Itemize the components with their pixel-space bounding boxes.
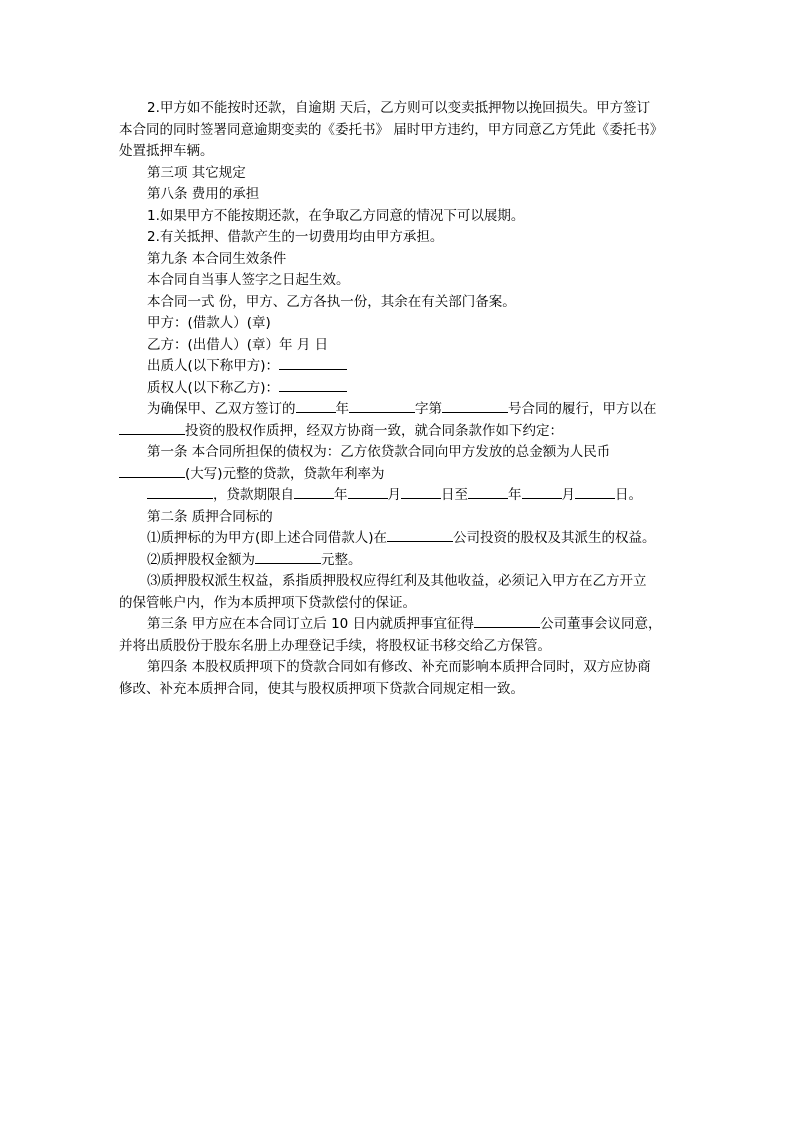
article-heading: 第八条 费用的承担: [147, 186, 260, 202]
article-4-line-1: 第四条 本股权质押项下的贷款合同如有修改、补充而影响本质押合同时，双方应协商: [147, 659, 651, 675]
paragraph-line: 本合同自当事人签字之日起生效。: [147, 272, 350, 288]
article-1-line-3: [119, 485, 679, 507]
text: 元整。: [321, 551, 362, 568]
party-b-signature-line: 乙方：(出借人）(章）年 月 日: [147, 336, 329, 353]
text: (大写)元整的贷款，贷款年利率为: [185, 465, 385, 482]
party-a-signature-line: 甲方：(借款人）(章): [147, 315, 271, 331]
text: 年: [334, 487, 348, 503]
article-2-item-3-line-2: 的保管帐户内，作为本质押项下贷款偿付的保证。: [119, 594, 416, 611]
text: 第三条 甲方应在本合同订立后 10 日内就质押事宜征得: [147, 616, 475, 632]
confirm-line-1: [119, 399, 679, 421]
contract-word-blank[interactable]: [349, 400, 415, 413]
text: 投资的股权作质押，经双方协商一致，就合同条款作如下约定：: [185, 422, 563, 439]
board-company-blank[interactable]: [474, 615, 540, 628]
text: ⑴质押标的为甲方(即上述合同借款人)在: [147, 530, 388, 546]
text: ，贷款期限自: [213, 487, 294, 503]
article-3-line-2: 并将出质股份于股东名册上办理登记手续，将股权证书移交给乙方保管。: [119, 637, 551, 654]
article-heading: 第九条 本合同生效条件: [147, 250, 287, 267]
text: 月: [561, 487, 575, 503]
text: 年: [508, 487, 522, 503]
text: 年: [335, 401, 349, 417]
text: 字第: [415, 401, 442, 417]
start-month-blank[interactable]: [348, 486, 388, 499]
article-2-item-3-line-1: ⑶质押股权派生权益，系指质押股权应得红利及其他收益，必须记入甲方在乙方开立: [147, 573, 647, 589]
pledgee-label: 质权人(以下称乙方)：: [147, 379, 280, 396]
contract-date-blank[interactable]: [296, 400, 336, 413]
contract-number-blank[interactable]: [442, 400, 508, 413]
pledgee-blank[interactable]: [279, 379, 347, 392]
start-year-blank[interactable]: [294, 486, 334, 499]
text: ⑵质押股权金额为: [147, 551, 255, 568]
text: 月: [387, 487, 401, 503]
pledgor-blank[interactable]: [279, 357, 347, 370]
paragraph-line: 本合同的同时签署同意逾期变卖的《委托书》 届时甲方违约，甲方同意乙方凭此《委托书》: [119, 121, 664, 138]
paragraph-line: 处置抵押车辆。: [119, 143, 214, 159]
text: 公司董事会议同意，: [540, 616, 662, 632]
paragraph-line: 1.如果甲方不能按期还款，在争取乙方同意的情况下可以展期。: [147, 207, 525, 224]
pledge-company-blank[interactable]: [387, 529, 453, 542]
pledgor-label: 出质人(以下称甲方)：: [147, 358, 280, 374]
end-month-blank[interactable]: [522, 486, 562, 499]
text: 号合同的履行，甲方以在: [508, 401, 657, 417]
article-3-line-1: [119, 614, 679, 636]
document-body: [119, 98, 679, 700]
paragraph-line: 2.有关抵押、借款产生的一切费用均由甲方承担。: [147, 229, 444, 245]
end-day-blank[interactable]: [575, 486, 615, 499]
paragraph-line: 2.甲方如不能按时还款，自逾期 天后，乙方则可以变卖抵押物以挽回损失。甲方签订: [147, 100, 651, 116]
pledgee-line: [119, 378, 679, 400]
interest-rate-blank[interactable]: [147, 486, 213, 499]
article-2-item-2: [119, 550, 679, 572]
article-2-heading: 第二条 质押合同标的: [147, 508, 273, 525]
article-1-line-1: 第一条 本合同所担保的债权为：乙方依贷款合同向甲方发放的总金额为人民币: [147, 444, 611, 460]
text: 为确保甲、乙双方签订的: [147, 401, 296, 417]
start-day-blank[interactable]: [401, 486, 441, 499]
paragraph-line: 本合同一式 份，甲方、乙方各执一份，其余在有关部门备案。: [147, 293, 516, 310]
text: 公司投资的股权及其派生的权益。: [453, 530, 656, 546]
text: 日。: [615, 487, 642, 503]
invested-company-blank[interactable]: [119, 422, 185, 435]
article-4-line-2: 修改、补充本质押合同，使其与股权质押项下贷款合同规定相一致。: [119, 680, 524, 697]
article-1-line-2: [119, 464, 679, 486]
pledge-amount-blank[interactable]: [255, 551, 321, 564]
section-heading: 第三项 其它规定: [147, 164, 246, 181]
pledgor-line: [119, 356, 679, 378]
loan-amount-blank[interactable]: [119, 465, 185, 478]
text: 日至: [441, 487, 468, 503]
end-year-blank[interactable]: [468, 486, 508, 499]
article-2-item-1: [119, 528, 679, 550]
confirm-line-2: [119, 421, 679, 443]
